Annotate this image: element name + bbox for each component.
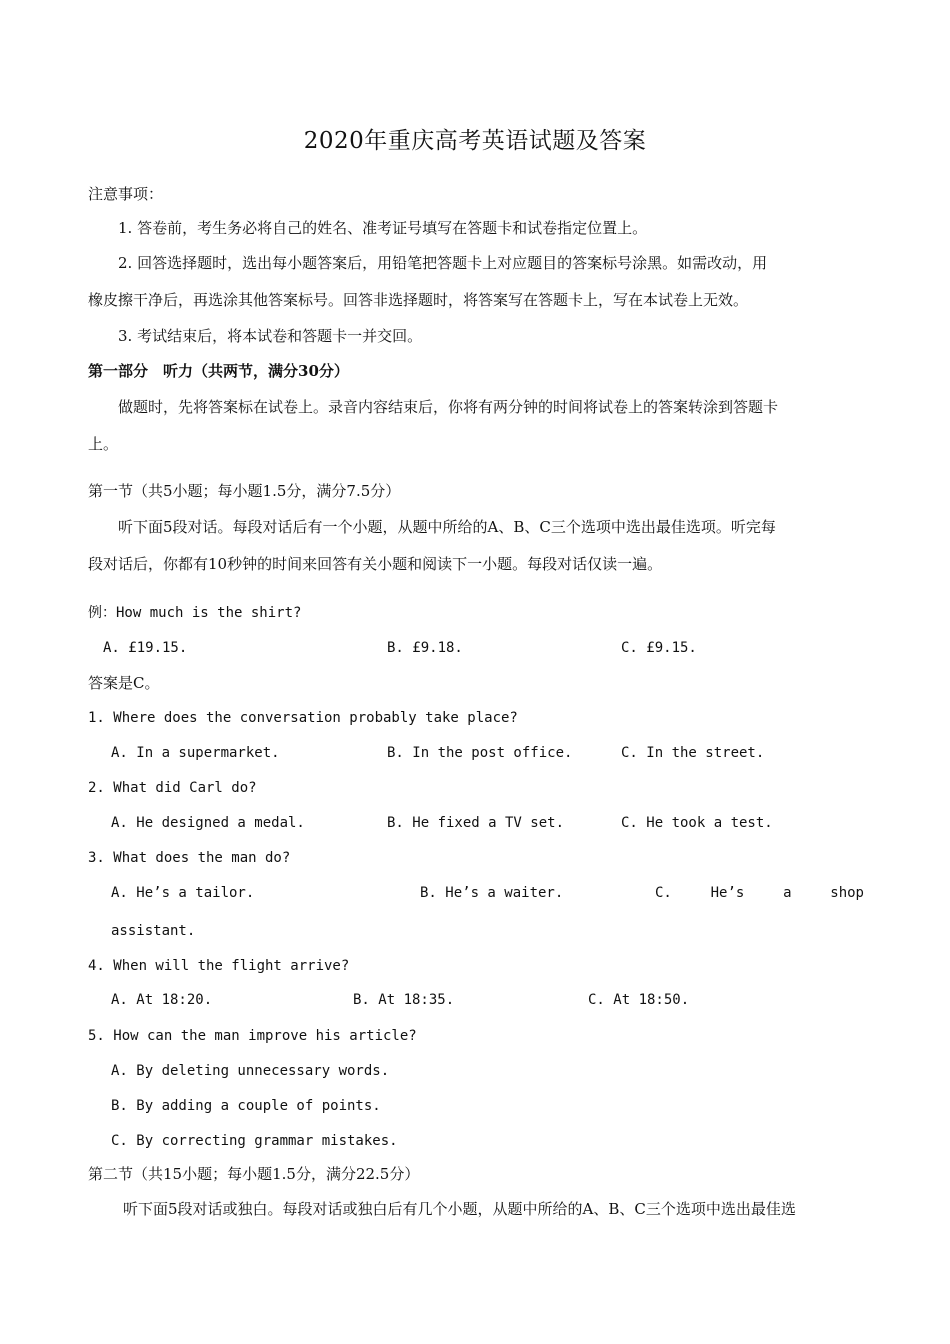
question-4: 4. When will the flight arrive? — [88, 958, 350, 974]
q1-option-a: A. In a supermarket. — [111, 745, 280, 761]
q5-option-c: C. By correcting grammar mistakes. — [111, 1133, 398, 1149]
part1-instructions-cont: 上。 — [88, 435, 119, 453]
q2-option-a: A. He designed a medal. — [111, 815, 305, 831]
question-1: 1. Where does the conversation probably take place? — [88, 710, 518, 726]
example-option-a: A. £19.15. — [103, 640, 188, 656]
section1-heading: 第一节（共5小题；每小题1.5分，满分7.5分） — [88, 482, 401, 500]
q2-option-b: B. He fixed a TV set. — [387, 815, 565, 831]
q1-option-c: C. In the street. — [621, 745, 765, 761]
example-answer: 答案是C。 — [88, 674, 160, 692]
q3-option-a: A. He’s a tailor. — [111, 885, 255, 901]
q3-option-c-cont: assistant. — [111, 923, 196, 939]
section2-heading: 第二节（共15小题；每小题1.5分，满分22.5分） — [88, 1165, 420, 1183]
section2-instructions: 听下面5段对话或独白。每段对话或独白后有几个小题，从题中所给的A、B、C三个选项中选出最佳选 — [123, 1200, 796, 1218]
q2-option-c: C. He took a test. — [621, 815, 773, 831]
q3-option-c-word: C. — [655, 885, 672, 901]
notice-heading: 注意事项： — [88, 185, 164, 203]
q4-option-c: C. At 18:50. — [588, 992, 690, 1008]
q4-option-a: A. At 18:20. — [111, 992, 213, 1008]
notice-item-1: 1. 答卷前，考生务必将自己的姓名、准考证号填写在答题卡和试卷指定位置上。 — [118, 219, 648, 237]
q3-option-c-word: He’s — [710, 885, 745, 901]
page-title: 2020年重庆高考英语试题及答案 — [303, 128, 647, 154]
q1-option-b: B. In the post office. — [387, 745, 573, 761]
notice-item-3: 3. 考试结束后，将本试卷和答题卡一并交回。 — [118, 327, 423, 345]
question-3: 3. What does the man do? — [88, 850, 291, 866]
q3-option-b: B. He’s a waiter. — [420, 885, 564, 901]
q5-option-a: A. By deleting unnecessary words. — [111, 1063, 390, 1079]
q3-option-c — [655, 883, 864, 903]
q4-option-b: B. At 18:35. — [353, 992, 455, 1008]
q5-option-b: B. By adding a couple of points. — [111, 1098, 381, 1114]
section1-instructions: 听下面5段对话。每段对话后有一个小题，从题中所给的A、B、C三个选项中选出最佳选项。听完每 — [118, 518, 776, 536]
part1-heading: 第一部分 听力（共两节，满分30分） — [88, 362, 349, 380]
notice-item-2-cont: 橡皮擦干净后，再选涂其他答案标号。回答非选择题时，将答案写在答题卡上，写在本试卷上无效。 — [88, 291, 749, 309]
example-option-b: B. £9.18. — [387, 640, 463, 656]
example-question: 例：How much is the shirt? — [88, 605, 302, 621]
part1-instructions: 做题时，先将答案标在试卷上。录音内容结束后，你将有两分钟的时间将试卷上的答案转涂到答题卡 — [118, 398, 779, 416]
question-2: 2. What did Carl do? — [88, 780, 257, 796]
question-5: 5. How can the man improve his article? — [88, 1028, 417, 1044]
example-option-c: C. £9.15. — [621, 640, 697, 656]
notice-item-2: 2. 回答选择题时，选出每小题答案后，用铅笔把答题卡上对应题目的答案标号涂黑。如需改动，用 — [118, 254, 768, 272]
q3-option-c-word: shop — [830, 885, 864, 901]
section1-instructions-cont: 段对话后，你都有10秒钟的时间来回答有关小题和阅读下一小题。每段对话仅读一遍。 — [88, 555, 663, 573]
q3-option-c-word: a — [783, 885, 792, 901]
